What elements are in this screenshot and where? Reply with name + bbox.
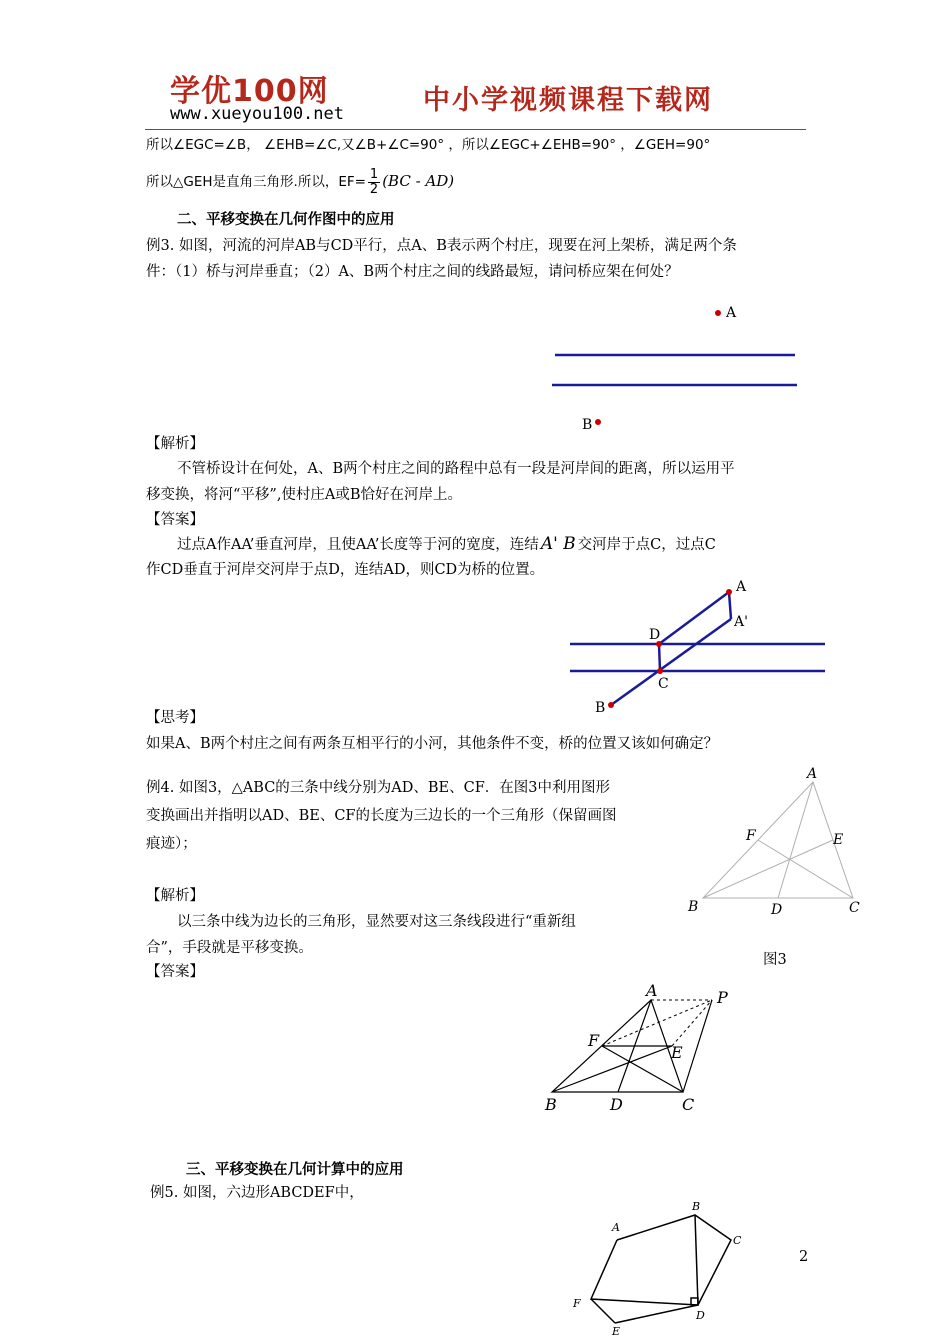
side-fe — [591, 1299, 615, 1323]
label-b: B — [545, 1095, 557, 1114]
label-d: D — [696, 1309, 705, 1322]
ex4-line-2: 变换画出并指明以AD、BE、CF的长度为三边长的一个三角形（保留画图 — [146, 808, 617, 824]
analysis-1-line-2: 移变换，将河“平移”,使村庄A或B恰好在河岸上。 — [146, 487, 463, 503]
point-b — [595, 419, 601, 425]
label-e: E — [612, 1325, 621, 1338]
ex3-line-2: 件：（1）桥与河岸垂直；（2）A、B两个村庄之间的线路最短，请问桥应架在何处？ — [146, 264, 679, 280]
label-d: D — [649, 627, 661, 643]
segment-ep — [672, 1000, 712, 1046]
translation-figure-4 — [540, 980, 740, 1115]
hexagon-figure-5 — [565, 1195, 755, 1344]
proof-expr: (BC - AD) — [382, 172, 455, 190]
site-logo: 学优100网 — [170, 74, 329, 109]
label-e: E — [671, 1043, 683, 1062]
answer-1-text-a: 过点A作AA’垂直河岸，且使AA’长度等于河的宽度，连结 — [177, 537, 539, 553]
label-c: C — [682, 1095, 695, 1114]
label-p: P — [717, 988, 728, 1007]
ex4-line-3: 痕迹）； — [146, 836, 197, 852]
triangle-abc — [703, 782, 853, 898]
proof-line-2 — [146, 166, 454, 197]
ex3-line-1: 例3. 如图，河流的河岸AB与CD平行，点A、B表示两个村庄，现要在河上架桥，满足两个条 — [146, 238, 737, 254]
ex4-line-1: 例4. 如图3，△ABC的三条中线分别为AD、BE、CF．在图3中利用图形 — [146, 780, 611, 796]
label-a: A — [726, 305, 737, 321]
segment-cp — [683, 1000, 712, 1092]
frac-den: 2 — [369, 181, 379, 197]
site-slogan: 中小学视频课程下载网 — [423, 85, 713, 116]
label-a: A — [612, 1221, 620, 1234]
answer-1-line-2: 作CD垂直于河岸交河岸于点D，连结AD，则CD为桥的位置。 — [146, 562, 545, 578]
label-c: C — [849, 900, 860, 916]
median-ad — [778, 782, 813, 898]
label-b: B — [692, 1200, 701, 1213]
label-f: F — [588, 1031, 600, 1050]
label-c: C — [733, 1234, 742, 1247]
median-be — [703, 840, 833, 898]
page-number: 2 — [799, 1249, 809, 1265]
label-a: A — [736, 579, 747, 595]
point-c — [657, 668, 663, 674]
median-cf — [758, 840, 853, 898]
analysis-2-line-2: 合”，手段就是平移变换。 — [146, 940, 313, 956]
label-a-prime: A' — [734, 614, 748, 630]
segment-fp — [602, 1000, 712, 1046]
answer-tag-2: 【答案】 — [146, 964, 204, 980]
site-url[interactable]: www.xueyou100.net — [170, 104, 344, 124]
label-d: D — [771, 902, 783, 918]
label-b: B — [688, 899, 699, 915]
median-be — [552, 1046, 672, 1092]
analysis-1-line-1: 不管桥设计在何处，A、B两个村庄之间的路程中总有一段是河岸间的距离，所以运用平 — [177, 461, 735, 477]
header-divider — [145, 129, 806, 130]
answer-tag-1: 【答案】 — [146, 512, 204, 528]
frac-num: 1 — [369, 166, 379, 182]
label-f: F — [573, 1297, 581, 1310]
river-figure-1 — [540, 295, 820, 440]
label-c: C — [658, 676, 669, 692]
answer-1-line-1 — [177, 534, 716, 555]
segment-aa-prime — [729, 592, 731, 619]
label-d: D — [610, 1095, 623, 1114]
proof-line-2-text: 所以△GEH是直角三角形.所以，EF= — [146, 174, 366, 190]
think-text: 如果A、B两个村庄之间有两条互相平行的小河，其他条件不变，桥的位置又该如何确定？ — [146, 736, 719, 752]
segment-ad — [659, 592, 729, 644]
label-e: E — [833, 832, 844, 848]
point-a — [726, 589, 732, 595]
answer-1-text-b: 交河岸于点C，过点C — [577, 537, 716, 553]
label-a: A — [807, 766, 818, 782]
section2-heading: 二、平移变换在几何作图中的应用 — [177, 211, 395, 228]
label-a: A — [646, 981, 658, 1000]
label-f: F — [746, 828, 756, 844]
ex5-text: 例5. 如图，六边形ABCDEF中， — [150, 1185, 364, 1201]
fraction-half — [368, 168, 380, 197]
diagonal-bd — [695, 1215, 698, 1305]
figure-3-caption: 图3 — [763, 952, 787, 968]
analysis-tag-2: 【解析】 — [146, 888, 204, 904]
think-tag: 【思考】 — [146, 710, 204, 726]
label-b: B — [582, 417, 593, 433]
analysis-tag-1: 【解析】 — [146, 436, 204, 452]
segment-a-prime-b — [611, 619, 731, 705]
point-b — [608, 702, 614, 708]
section3-heading: 三、平移变换在几何计算中的应用 — [186, 1161, 404, 1178]
river-figure-2 — [560, 575, 840, 720]
bridge-cd — [659, 644, 660, 671]
point-a — [715, 310, 721, 316]
analysis-2-line-1: 以三条中线为边长的三角形，显然要对这三条线段进行“重新组 — [177, 914, 576, 930]
label-b: B — [595, 700, 606, 716]
answer-1-math: A' B — [540, 534, 576, 554]
triangle-figure-3 — [685, 760, 875, 930]
side-ed — [615, 1305, 698, 1323]
proof-line-1: 所以∠EGC=∠B， ∠EHB=∠C,又∠B+∠C=90° ，所以∠EGC+∠EHB=90° ，∠GEH=90° — [146, 137, 711, 153]
